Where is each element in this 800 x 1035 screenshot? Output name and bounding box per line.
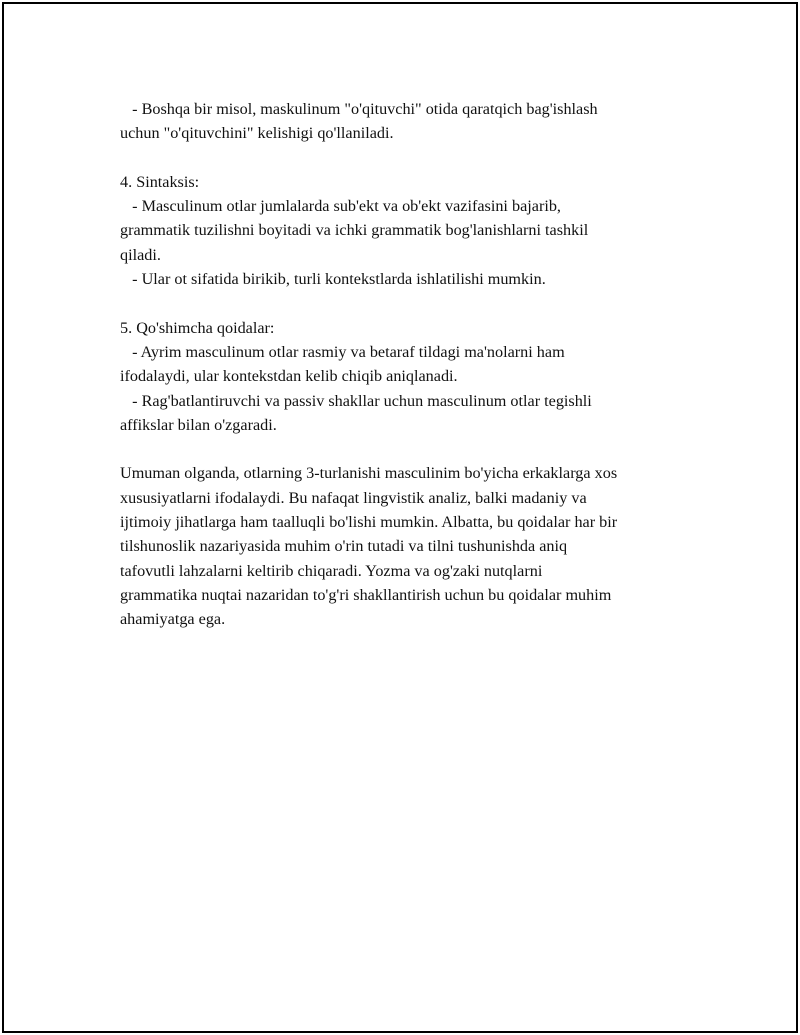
text-line: ifodalaydi, ular kontekstdan kelib chiqib aniqlanadi. bbox=[120, 367, 458, 386]
page-frame bbox=[2, 2, 798, 1033]
conclusion-paragraph bbox=[120, 461, 700, 631]
section-additional-rules bbox=[120, 316, 700, 437]
text-line: qiladi. bbox=[120, 245, 161, 264]
text-line: grammatika nuqtai nazaridan to'g'ri shakllantirish uchun bu qoidalar muhim bbox=[120, 585, 612, 604]
text-line: - Ular ot sifatida birikib, turli kontekstlarda ishlatilishi mumkin. bbox=[120, 270, 546, 289]
text-line: - Ayrim masculinum otlar rasmiy va betaraf tildagi ma'nolarni ham bbox=[120, 342, 565, 361]
text-line: ahamiyatga ega. bbox=[120, 610, 226, 629]
text-line: grammatik tuzilishni boyitadi va ichki grammatik bog'lanishlarni tashkil bbox=[120, 221, 589, 240]
text-line: uchun "o'qituvchini" kelishigi qo'llaniladi. bbox=[120, 124, 394, 143]
text-line: ijtimoiy jihatlarga ham taalluqli bo'lishi mumkin. Albatta, bu qoidalar har bir bbox=[120, 513, 618, 532]
text-line: - Boshqa bir misol, maskulinum "o'qituvchi" otida qaratqich bag'ishlash bbox=[120, 100, 598, 118]
section-heading: 5. Qo'shimcha qoidalar: bbox=[120, 318, 275, 337]
example-paragraph bbox=[120, 97, 700, 146]
paragraph-gap bbox=[120, 146, 700, 170]
text-line: tafovutli lahzalarni keltirib chiqaradi. Yozma va og'zaki nutqlarni bbox=[120, 561, 543, 580]
text-line: - Rag'batlantiruvchi va passiv shakllar uchun masculinum otlar tegishli bbox=[120, 391, 592, 410]
text-line: - Masculinum otlar jumlalarda sub'ekt va ob'ekt vazifasini bajarib, bbox=[120, 197, 561, 216]
paragraph-gap bbox=[120, 291, 700, 315]
document-body bbox=[120, 97, 700, 632]
section-syntax bbox=[120, 170, 700, 291]
paragraph-gap bbox=[120, 437, 700, 461]
text-line: tilshunoslik nazariyasida muhim o'rin tutadi va tilni tushunishda aniq bbox=[120, 537, 568, 556]
text-line: xususiyatlarni ifodalaydi. Bu nafaqat lingvistik analiz, balki madaniy va bbox=[120, 488, 587, 507]
section-heading: 4. Sintaksis: bbox=[120, 172, 200, 191]
text-line: affikslar bilan o'zgaradi. bbox=[120, 415, 277, 434]
text-line: Umuman olganda, otlarning 3-turlanishi masculinim bo'yicha erkaklarga xos bbox=[120, 464, 618, 483]
